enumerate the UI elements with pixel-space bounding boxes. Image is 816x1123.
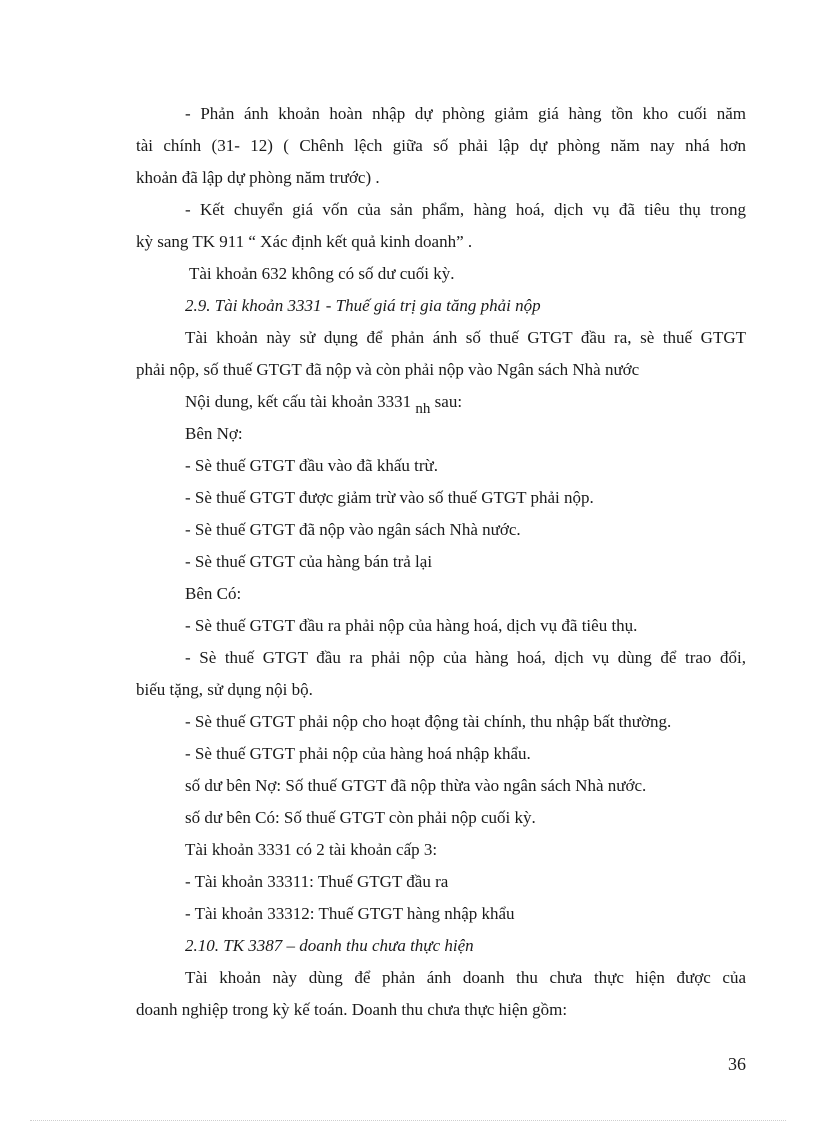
list-item-continued: biếu tặng, sử dụng nội bộ. [136,680,313,699]
list-heading: Bên Có: [185,584,242,603]
section-heading: 2.10. TK 3387 – doanh thu chưa thực hiện [185,936,474,955]
section-heading: 2.9. Tài khoản 3331 - Thuế giá trị gia tăng phải nộp [185,296,541,315]
page-number: 36 [728,1054,746,1074]
paragraph-line: - Kết chuyển giá vốn của sản phẩm, hàng hoá, dịch vụ đã tiêu thụ trong [185,200,746,219]
list-item: - Tài khoản 33311: Thuế GTGT đầu ra [185,872,449,891]
inline-subscript: nh [415,401,431,417]
paragraph-line: doanh nghiệp trong kỳ kế toán. Doanh thu chưa thực hiện gồm: [136,1000,568,1019]
footer-rule [30,1120,786,1121]
paragraph-line: Tài khoản này sử dụng để phản ánh số thuế GTGT đầu ra, sè thuế GTGT [185,328,746,347]
paragraph-line: - Phản ánh khoản hoàn nhập dự phòng giảm giá hàng tồn kho cuối năm [185,104,746,123]
list-item: - Sè thuế GTGT đầu vào đã khấu trừ. [185,456,438,475]
inline-text: Nội dung, kết cấu tài khoản 3331 [185,392,412,411]
list-item: - Sè thuế GTGT đầu ra phải nộp của hàng hoá, dịch vụ dùng để trao đổi, [185,648,746,667]
inline-text: sau: [434,392,463,411]
paragraph-line: Tài khoản 632 không có số dư cuối kỳ. [185,264,455,283]
paragraph-line: Tài khoản này dùng để phản ánh doanh thu chưa thực hiện được của [185,968,746,987]
paragraph-line: phải nộp, số thuế GTGT đã nộp và còn phải nộp vào Ngân sách Nhà nước [136,360,640,379]
list-item: - Sè thuế GTGT đầu ra phải nộp của hàng hoá, dịch vụ đã tiêu thụ. [185,616,638,635]
list-item: - Sè thuế GTGT của hàng bán trả lại [185,552,433,571]
paragraph-line: khoản đã lập dự phòng năm trước) . [136,168,380,187]
list-item: - Sè thuế GTGT phải nộp cho hoạt động tài chính, thu nhập bất thường. [185,712,672,731]
list-item: - Sè thuế GTGT được giảm trừ vào số thuế GTGT phải nộp. [185,488,594,507]
paragraph-line: số dư bên Nợ: Số thuế GTGT đã nộp thừa vào ngân sách Nhà nước. [185,776,647,795]
list-heading: Bên Nợ: [185,424,243,443]
paragraph-line: tài chính (31- 12) ( Chênh lệch giữa số phải lập dự phòng năm nay nhá hơn [136,136,746,155]
paragraph-line: Tài khoản 3331 có 2 tài khoản cấp 3: [185,840,438,859]
list-item: - Sè thuế GTGT đã nộp vào ngân sách Nhà nước. [185,520,521,539]
paragraph-line: kỳ sang TK 911 “ Xác định kết quả kinh doanh” . [136,232,473,251]
list-item: - Tài khoản 33312: Thuế GTGT hàng nhập khẩu [185,904,515,923]
paragraph-line [185,390,746,415]
list-item: - Sè thuế GTGT phải nộp của hàng hoá nhập khẩu. [185,744,531,763]
paragraph-line: số dư bên Có: Số thuế GTGT còn phải nộp cuối kỳ. [185,808,536,827]
